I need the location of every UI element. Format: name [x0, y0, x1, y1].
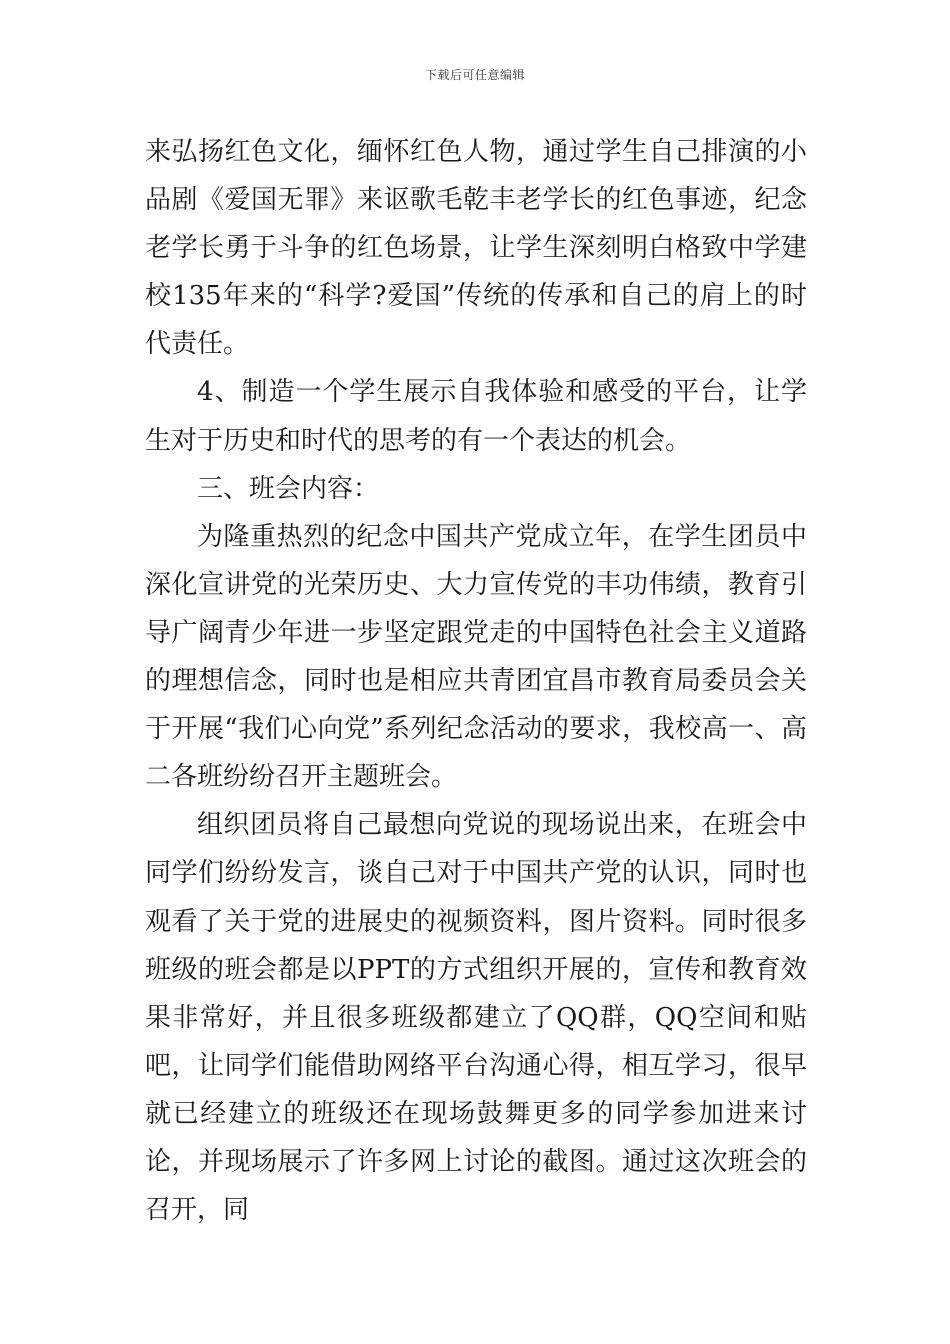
- paragraph-1: 来弘扬红色文化，缅怀红色人物，通过学生自己排演的小品剧《爱国无罪》来讴歌毛乾丰老学长的红色事迹，纪念老学长勇于斗争的红色场景，让学生深刻明白格致中学建校135年来的“科学?爱国”传统的传承和自己的肩上的时代责任。: [145, 137, 807, 360]
- paragraph-4: 为隆重热烈的纪念中国共产党成立年，在学生团员中深化宣讲党的光荣历史、大力宣传党的丰功伟绩，教育引导广阔青少年进一步坚定跟党走的中国特色社会主义道路的理想信念，同时也是相应共青团宜昌市教育局委员会关于开展“我们心向党”系列纪念活动的要求，我校高一、高二各班纷纷召开主题班会。: [145, 521, 807, 793]
- header-note: 下载后可任意编辑: [424, 68, 525, 82]
- paragraph-2: 4、制造一个学生展示自我体验和感受的平台，让学生对于历史和时代的思考的有一个表达的机会。: [145, 377, 807, 456]
- paragraph-5: 组织团员将自己最想向党说的现场说出来，在班会中同学们纷纷发言，谈自己对于中国共产党的认识，同时也观看了关于党的进展史的视频资料，图片资料。同时很多班级的班会都是以PPT的方式组织开展的，宣传和教育效果非常好，并且很多班级都建立了QQ群，QQ空间和贴吧，让同学们能借助网络平台沟通心得，相互学习，很早就已经建立的班级还在现场鼓舞更多的同学参加进来讨论，并现场展示了许多网上讨论的截图。通过这次班会的召开，同: [145, 810, 807, 1226]
- document-body: [145, 128, 807, 1234]
- section-heading-3: 三、班会内容：: [197, 473, 380, 504]
